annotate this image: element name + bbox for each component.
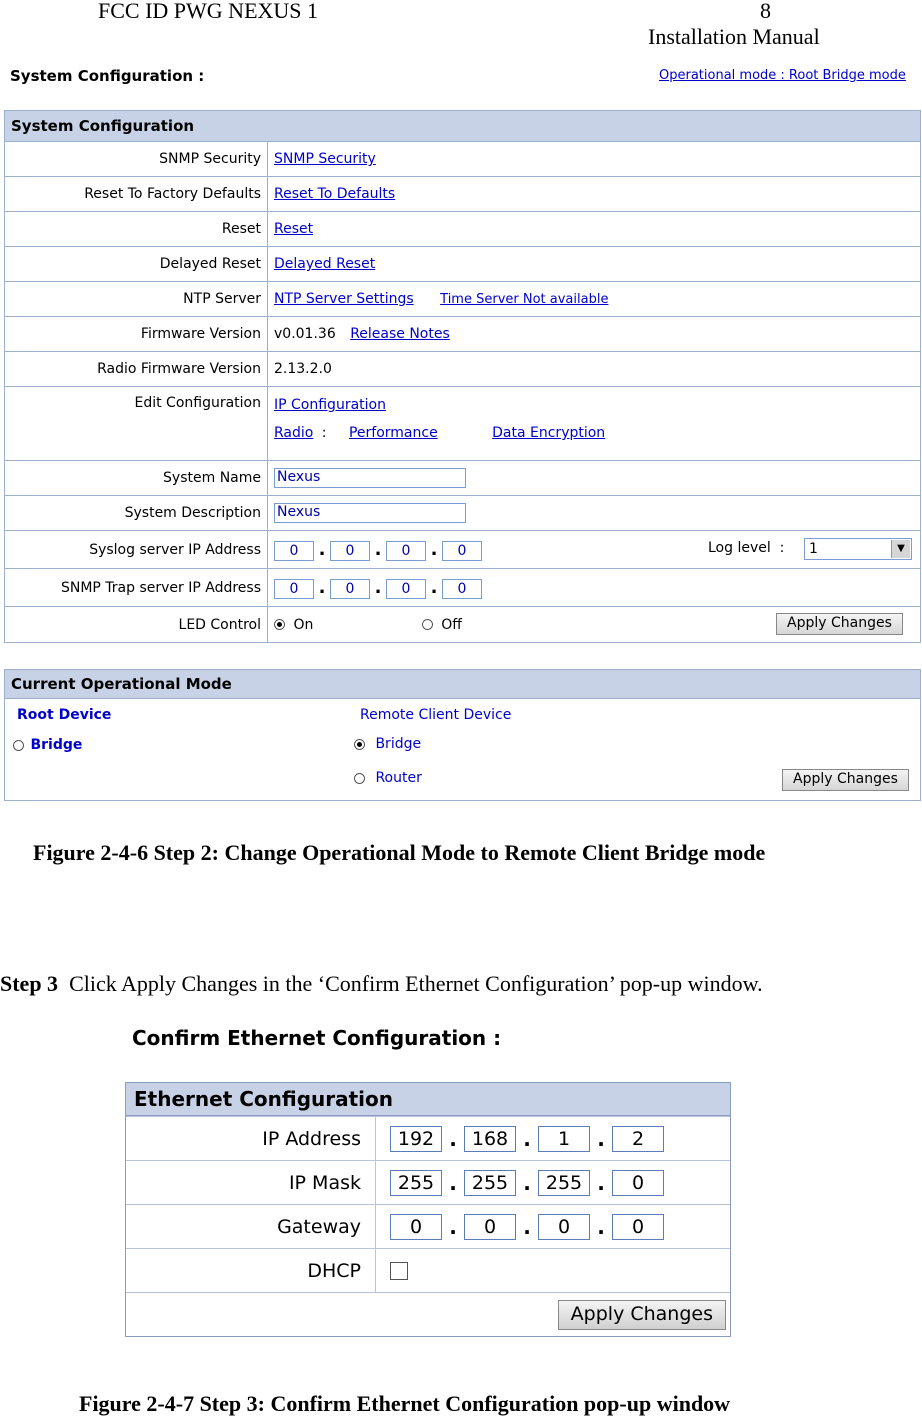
system-config-table: System Configuration SNMP Security SNMP Security Reset To Factory Defaults Reset To Defaults Reset Reset Delayed Reset Delayed Reset NTP Server NTP Server Settings Time Server Not available Firmware Version v0.01.36 Release Notes Radio Firmware Version 2.13.2.0 Edit Configuration IP Configuration Radio : Performance Data Encryption System Name Nexus System Description Nexus Syslog server IP Address 0 . 0 . 0 . 0 Log level : 1 ▼ SNMP Trap server IP Address 0 . 0 . 0 . 0 LED Control On Off Apply Changes [4,110,921,643]
reset-to-defaults-link[interactable]: Reset To Defaults [274,186,396,202]
ntp-server-label: NTP Server [5,282,268,317]
remote-bridge-radio[interactable] [354,739,365,750]
syslog-ip-octet-4[interactable]: 0 [442,541,482,561]
radio-link[interactable]: Radio [274,425,314,441]
reset-label: Reset [5,212,268,247]
reset-link[interactable]: Reset [274,221,314,237]
syslog-ip-octet-2[interactable]: 0 [330,541,370,561]
ip-address-octet-2[interactable]: 168 [464,1126,516,1152]
ip-mask-octet-3[interactable]: 255 [538,1170,590,1196]
system-description-label: System Description [5,496,268,531]
factory-defaults-label: Reset To Factory Defaults [5,177,268,212]
snmp-security-link[interactable]: SNMP Security [274,151,376,167]
firmware-version-value: v0.01.36 [274,326,336,342]
radio-firmware-value: 2.13.2.0 [268,352,921,387]
time-server-status-link[interactable]: Time Server Not available [440,292,609,307]
radio-separator: : [321,425,327,441]
root-bridge-radio[interactable] [13,740,24,751]
step3-label: Step 3 [0,971,59,996]
root-bridge-label: Bridge [30,737,83,753]
ethernet-apply-changes-button[interactable]: Apply Changes [558,1300,726,1330]
led-on-label: On [293,616,314,633]
ip-mask-label: IP Mask [126,1161,376,1204]
ip-configuration-link[interactable]: IP Configuration [274,397,386,413]
doc-header-left: FCC ID PWG NEXUS 1 [98,0,319,23]
ip-mask-octet-2[interactable]: 255 [464,1170,516,1196]
led-control-label: LED Control [5,607,268,643]
trap-ip-octet-1[interactable]: 0 [274,579,314,599]
gateway-octet-1[interactable]: 0 [390,1214,442,1240]
syslog-ip-octet-1[interactable]: 0 [274,541,314,561]
log-level-select[interactable] [804,538,912,560]
ip-address-label: IP Address [126,1117,376,1160]
dhcp-checkbox[interactable] [390,1262,408,1280]
syslog-ip-label: Syslog server IP Address [5,531,268,569]
trap-ip-octet-3[interactable]: 0 [386,579,426,599]
gateway-octet-3[interactable]: 0 [538,1214,590,1240]
system-config-table-head: System Configuration [5,111,921,142]
syslog-ip-octet-3[interactable]: 0 [386,541,426,561]
log-level-label: Log level : [708,540,785,556]
ip-address-octet-1[interactable]: 192 [390,1126,442,1152]
dhcp-label: DHCP [126,1249,376,1292]
remote-client-title: Remote Client Device [360,707,512,723]
led-off-radio[interactable] [422,619,433,630]
gateway-octet-4[interactable]: 0 [612,1214,664,1240]
doc-page-number: 8 [760,0,771,23]
confirm-ethernet-title: Confirm Ethernet Configuration : [132,1026,502,1050]
opmode-apply-changes-button[interactable]: Apply Changes [782,769,909,791]
led-apply-changes-button[interactable]: Apply Changes [776,613,903,635]
delayed-reset-label: Delayed Reset [5,247,268,282]
ethernet-config-panel: Ethernet Configuration IP Address 192 . 168 . 1 . 2 IP Mask 255 . 255 . 255 . 0 Gateway 0 . 0 . 0 . 0 DHCP Apply Changes [125,1082,731,1337]
firmware-version-label: Firmware Version [5,317,268,352]
operational-mode-link[interactable]: Operational mode : Root Bridge mode [659,68,906,83]
figure-2-4-7-caption: Figure 2-4-7 Step 3: Confirm Ethernet Configuration pop-up window [79,1391,731,1416]
delayed-reset-link[interactable]: Delayed Reset [274,256,376,272]
system-description-input[interactable]: Nexus [274,503,466,523]
remote-router-radio[interactable] [354,773,365,784]
snmp-security-label: SNMP Security [5,142,268,177]
log-level-value: 1 [809,541,818,557]
edit-configuration-label: Edit Configuration [5,387,268,461]
performance-link[interactable]: Performance [348,425,438,441]
gateway-octet-2[interactable]: 0 [464,1214,516,1240]
ip-address-octet-3[interactable]: 1 [538,1126,590,1152]
root-device-title: Root Device [17,707,112,723]
ip-mask-octet-1[interactable]: 255 [390,1170,442,1196]
operational-mode-panel [4,669,921,801]
step3-text: Click Apply Changes in the ‘Confirm Ethernet Configuration’ pop-up window. [69,971,763,996]
system-name-label: System Name [5,461,268,496]
data-encryption-link[interactable]: Data Encryption [492,425,606,441]
system-config-title: System Configuration : [10,67,205,85]
chevron-down-icon: ▼ [891,540,910,558]
led-off-label: Off [441,616,462,633]
radio-firmware-label: Radio Firmware Version [5,352,268,387]
gateway-label: Gateway [126,1205,376,1248]
operational-mode-head: Current Operational Mode [5,670,920,699]
remote-router-label: Router [375,770,422,786]
ntp-server-settings-link[interactable]: NTP Server Settings [274,291,414,307]
figure-2-4-6-caption: Figure 2-4-6 Step 2: Change Operational Mode to Remote Client Bridge mode [33,840,766,865]
snmp-trap-ip-label: SNMP Trap server IP Address [5,569,268,607]
led-on-radio[interactable] [274,619,285,630]
trap-ip-octet-4[interactable]: 0 [442,579,482,599]
step3-paragraph [0,971,763,997]
ethernet-config-head: Ethernet Configuration [126,1083,730,1116]
ip-mask-octet-4[interactable]: 0 [612,1170,664,1196]
system-name-input[interactable]: Nexus [274,468,466,488]
doc-header-right: Installation Manual [648,24,820,49]
release-notes-link[interactable]: Release Notes [350,326,450,342]
remote-bridge-label: Bridge [375,736,422,752]
trap-ip-octet-2[interactable]: 0 [330,579,370,599]
ip-address-octet-4[interactable]: 2 [612,1126,664,1152]
